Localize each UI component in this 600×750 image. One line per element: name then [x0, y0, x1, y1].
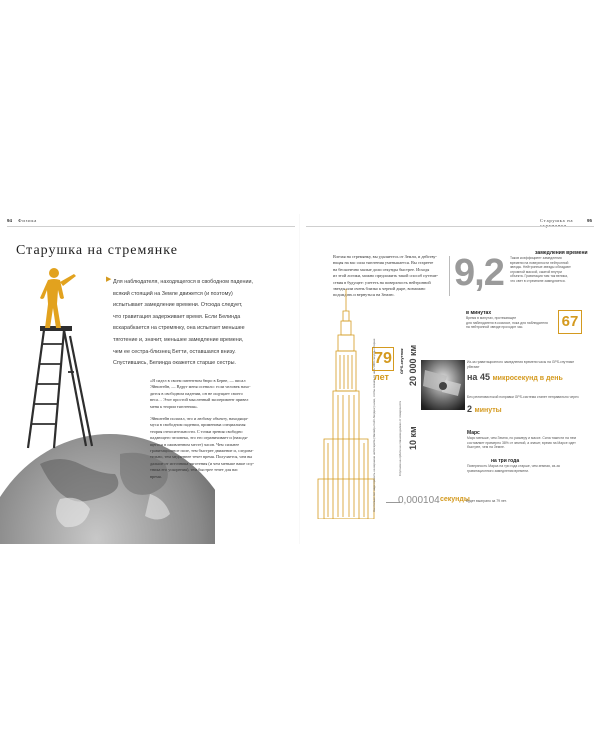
- gps-altitude-unit: км: [408, 344, 418, 356]
- gutter-shadow: [299, 214, 300, 544]
- lead-line: испытывает замедление времени. Отсюда следует,: [113, 302, 243, 309]
- intro-line: подождать и вернуться на Землю.: [333, 292, 395, 298]
- mars-years-line: Поверхность Марса на три года старше, чем земная, из-за: [467, 464, 560, 468]
- gps-minutes-unit: минуты: [474, 407, 502, 414]
- body-paragraph: [150, 416, 254, 480]
- stat-line: звезды. Нейтронные звезды обладают: [510, 265, 571, 270]
- quote-line: меня к теории тяготения».: [150, 403, 199, 409]
- mars-line: составляет примерно 38% от земной, а значит, время на Марсе идет: [467, 440, 576, 445]
- stat-line: огромной массой, сжатой внутри: [510, 269, 562, 274]
- stat-line: что свет в стремнине замедляется.: [510, 278, 566, 283]
- stat-9-2-divider: [449, 256, 450, 296]
- mars-line: быстрее, чем на Земле.: [467, 445, 505, 450]
- intro-line: ствия в будущее: улететь на поверхность нейтронной: [333, 279, 431, 285]
- ladder-illustration: [24, 322, 96, 450]
- mars-text: [467, 436, 592, 450]
- seconds-value: 0,000104: [398, 495, 440, 506]
- mars-years-text: [467, 464, 592, 473]
- gps-speed: [467, 372, 563, 382]
- lead-line: Для наблюдателя, находящегося в свободном падении,: [113, 279, 254, 285]
- page-title: Старушка на стремянке: [16, 243, 178, 258]
- stat-line: Время в минутах, протекающее: [466, 316, 517, 320]
- years-value: 79: [372, 347, 394, 371]
- building-vertical-caption: На столько лет надо прожить на вершине небоскреба (Эмпайр-стейт-билдинг) ниже, чтобы оказаться на 1/1000 секунды старше: [372, 338, 376, 512]
- einstein-quote: [150, 378, 251, 410]
- gps-ground-value: 10: [408, 439, 418, 450]
- right-running-head: Старушка на: [540, 218, 574, 223]
- gps-minutes-note: Без релятивистской поправки GPS-система станет неправильно через: [467, 395, 579, 399]
- body-line: теория относительности. С точки зрения свободно: [150, 428, 243, 434]
- stat-9-2-caption: [510, 256, 571, 284]
- lead-line: Спустившись, Белинда окажется старше сестры.: [113, 360, 237, 367]
- book-spread: [0, 214, 600, 544]
- body-line: тника его ускорения), тем быстрее течет для вас: [150, 467, 238, 473]
- left-running-head: Физика: [18, 218, 38, 223]
- gps-minutes-value: 2: [467, 404, 473, 414]
- gps-ground-label: Спутники на орбите не слишком далеко от поверхности: [398, 400, 402, 476]
- stat-67-highlight: в минутах: [466, 310, 492, 316]
- gps-speed-value: на 45: [467, 372, 490, 382]
- lead-line: что гравитация задерживает время. Если Белинда: [113, 313, 241, 320]
- stat-9-2-highlight: замедления времени: [535, 250, 588, 256]
- gps-label: GPS-спутник: [399, 348, 404, 374]
- gps-altitude-value: 20 000: [408, 358, 418, 386]
- right-header-rule: [306, 226, 594, 227]
- lead-line: тяготение и, значит, меньшее замедление времени,: [113, 336, 244, 343]
- left-page-number: 94: [7, 218, 13, 223]
- lead-line: вскарабкается на стремянку, она испытает меньшее: [113, 325, 245, 332]
- gps-minutes: [467, 404, 502, 414]
- lead-line: всякий стоящий на Земле движется (и поэтому): [113, 290, 233, 297]
- body-line: падающего человека, это его ограничивает и (находя-: [150, 435, 249, 441]
- mars-highlight: Марс: [467, 430, 480, 436]
- gps-satellite-photo: [421, 360, 465, 410]
- intro-line: Влезая на стремянку, вы удаляетесь от Земли, и действу-: [333, 254, 437, 259]
- stat-67-value: 67: [558, 310, 582, 334]
- seconds-unit: секунды: [440, 496, 470, 503]
- stat-line: Таков коэффициент замедления: [510, 256, 562, 260]
- quote-line: дится в свободном падении, он не ощущает своего: [150, 390, 243, 396]
- stat-line: на нейтронной звезде проходит час.: [466, 325, 524, 330]
- gps-ground-unit: км: [408, 426, 418, 438]
- play-arrow-icon: ▶: [106, 276, 112, 283]
- body-line: время.: [150, 473, 162, 479]
- seconds-note: Будет выиграно за 79 лет.: [466, 499, 507, 503]
- body-line: тельно, тем медленнее течет время. Получается, чем вы: [150, 454, 253, 460]
- quote-line: «Я сидел в своем патентном бюро в Берне, — писал: [150, 378, 246, 383]
- body-line: щегося в оживленном месте) часов. Чем сильнее: [150, 441, 240, 447]
- stat-9-2-value: 9,2: [454, 252, 504, 294]
- left-header-rule: [7, 226, 295, 227]
- body-line: гравитационное поле, тем быстрее движение и, следова-: [150, 448, 254, 454]
- gps-side-note: Из-за гравитационного замедления времени часы на GPS-спутнике убегают: [467, 360, 575, 369]
- gps-speed-unit: микросекунд в день: [492, 375, 563, 382]
- stat-line: объекта. Гравитация там так велика,: [510, 274, 568, 279]
- intro-line: из этой логики, можно предложить такой способ путеше-: [333, 273, 439, 279]
- quote-line: Эйнштейн, — Вдруг меня осенило: если человек нахо-: [150, 384, 251, 390]
- old-woman-figure: [30, 267, 80, 329]
- body-line: муся в свободном падении, применима специальная: [150, 422, 246, 428]
- stat-line: времени на поверхности нейтронной: [510, 260, 569, 265]
- mars-line: Марс меньше, чем Земля, по размеру и массе. Сила тяжести на нем: [467, 436, 576, 440]
- right-page-number: 95: [587, 218, 593, 223]
- body-line: дальше от источника тяготения (и чем меньше ваше спу-: [150, 460, 255, 466]
- lead-paragraph: [106, 276, 254, 370]
- stat-67-caption: [466, 316, 548, 330]
- gps-ground: [408, 426, 418, 450]
- lead-line: чем ее сестра-близнец Бетти, оставшаяся внизу.: [113, 348, 236, 355]
- quote-line: веса… Этот простой мысленный эксперимент привел: [150, 397, 249, 403]
- years-unit: лет: [374, 372, 389, 382]
- gps-altitude: [408, 345, 418, 386]
- intro-line: звезды или очень близко к черной дыре, возможно: [333, 286, 426, 292]
- mars-years-highlight: на три года: [491, 458, 520, 464]
- body-line: Эйнштейн полагал, что и любому объекту, находящи-: [150, 416, 249, 421]
- empire-state-building-drawing: [316, 289, 376, 519]
- mars-years-line: гравитационного замедления времени.: [467, 468, 529, 473]
- intro-line: ющая на вас сила тяготения уменьшается. Вы стареете: [333, 260, 434, 266]
- stat-line: для наблюдателя в космосе, пока для наблюдателя: [466, 320, 548, 325]
- intro-line: на бесконечно малые доли секунды быстрее. Исходя: [333, 266, 430, 272]
